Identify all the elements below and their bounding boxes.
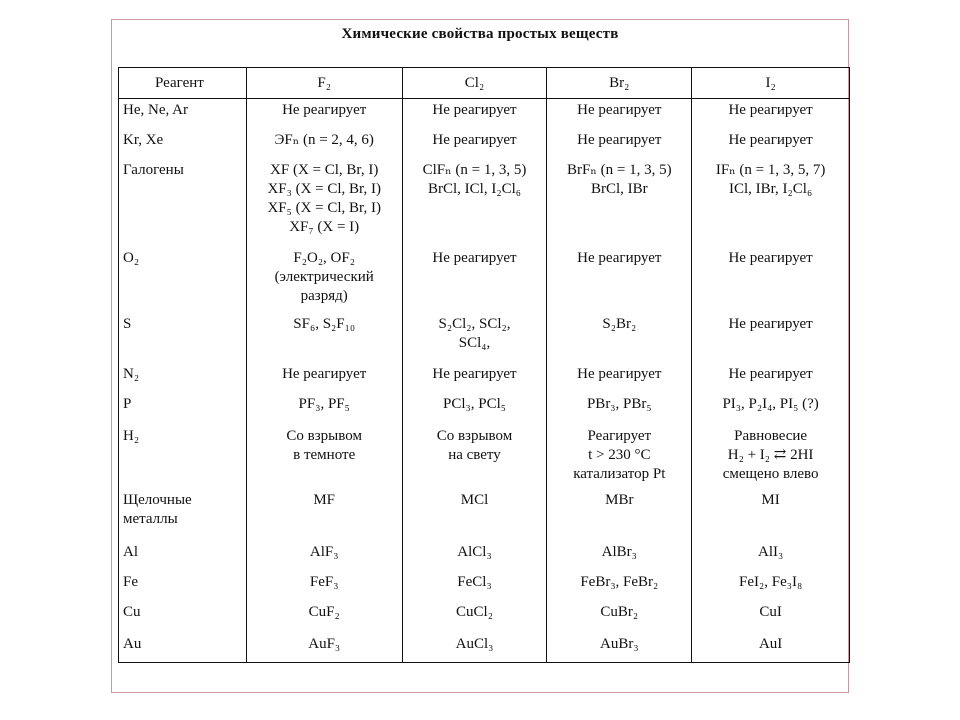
- cell-cl2: [402, 601, 547, 633]
- cell-line: Щелочные: [123, 491, 192, 508]
- cell-line: катализатор Pt: [573, 465, 666, 482]
- cell-i2: [692, 489, 850, 541]
- cell-f2: [246, 541, 402, 571]
- cell-br2: [547, 489, 692, 541]
- cell-i2: [692, 99, 850, 129]
- cell-line: P: [123, 395, 132, 412]
- table-row: [119, 571, 850, 601]
- cell-cl2: [402, 541, 547, 571]
- cell-cl2: [402, 129, 547, 159]
- cell-line: ClFₙ (n = 1, 3, 5): [422, 161, 527, 178]
- cell-line: N₂: [123, 365, 140, 382]
- cell-br2: [547, 99, 692, 129]
- cell-line: разряд): [300, 287, 348, 304]
- cell-f2: [246, 247, 402, 313]
- cell-line: Al: [123, 543, 138, 560]
- cell-line: AlCl₃: [457, 543, 492, 560]
- cell-cl2: [402, 159, 547, 247]
- cell-reagent: [119, 541, 247, 571]
- header-br2: Br₂: [547, 68, 692, 99]
- cell-i2: [692, 541, 850, 571]
- cell-line: Kr, Xe: [123, 131, 164, 148]
- cell-line: BrFₙ (n = 1, 3, 5): [567, 161, 672, 178]
- properties-table: [118, 67, 850, 663]
- cell-line: Не реагирует: [728, 102, 813, 118]
- cell-line: Не реагирует: [728, 249, 813, 266]
- cell-line: CuF₂: [308, 603, 340, 620]
- cell-line: в темноте: [293, 446, 356, 463]
- cell-line: SF₆, S₂F₁₀: [293, 315, 356, 332]
- cell-reagent: [119, 313, 247, 363]
- cell-i2: [692, 363, 850, 393]
- cell-line: CuI: [759, 603, 782, 620]
- cell-line: Fe: [123, 573, 138, 590]
- cell-line: Не реагирует: [432, 365, 517, 382]
- cell-f2: [246, 159, 402, 247]
- cell-f2: [246, 571, 402, 601]
- cell-f2: [246, 425, 402, 489]
- cell-line: FeCl₃: [457, 573, 492, 590]
- cell-line: MCl: [460, 491, 489, 508]
- cell-line: Не реагирует: [282, 102, 367, 118]
- cell-line: AuBr₃: [600, 635, 639, 652]
- header-f2: F₂: [246, 68, 402, 99]
- cell-f2: [246, 601, 402, 633]
- header-reagent: Реагент: [119, 68, 247, 99]
- cell-line: Не реагирует: [432, 102, 517, 118]
- cell-line: FeI₂, Fe₃I₈: [739, 573, 803, 590]
- cell-i2: [692, 159, 850, 247]
- cell-i2: [692, 129, 850, 159]
- cell-cl2: [402, 363, 547, 393]
- cell-line: F₂O₂, OF₂: [293, 249, 355, 266]
- page-title: Химические свойства простых веществ: [341, 26, 619, 42]
- cell-cl2: [402, 99, 547, 129]
- cell-br2: [547, 601, 692, 633]
- table-row: [119, 99, 850, 129]
- cell-br2: [547, 247, 692, 313]
- cell-i2: [692, 571, 850, 601]
- cell-line: MF: [313, 491, 336, 508]
- header-cl2: Cl₂: [402, 68, 547, 99]
- table-row: [119, 247, 850, 313]
- cell-cl2: [402, 393, 547, 425]
- cell-f2: [246, 129, 402, 159]
- cell-br2: [547, 393, 692, 425]
- table-row: [119, 425, 850, 489]
- cell-line: BrCl, IBr: [590, 180, 648, 197]
- cell-line: Галогены: [123, 161, 184, 178]
- cell-line: t > 230 °C: [588, 446, 651, 463]
- cell-line: металлы: [123, 510, 178, 527]
- table-row: [119, 313, 850, 363]
- cell-cl2: [402, 571, 547, 601]
- cell-line: He, Ne, Ar: [123, 102, 188, 118]
- cell-line: Au: [123, 635, 142, 652]
- table-row: [119, 541, 850, 571]
- cell-cl2: [402, 313, 547, 363]
- cell-line: FeF₃: [309, 573, 339, 590]
- cell-f2: [246, 99, 402, 129]
- cell-line: Не реагирует: [728, 131, 813, 148]
- table-row: [119, 633, 850, 663]
- cell-line: XF (X = Cl, Br, I): [270, 161, 379, 178]
- cell-reagent: [119, 99, 247, 129]
- cell-reagent: [119, 247, 247, 313]
- cell-i2: [692, 313, 850, 363]
- header-row: [119, 68, 850, 99]
- table-row: [119, 129, 850, 159]
- cell-line: MI: [761, 491, 780, 508]
- cell-reagent: [119, 633, 247, 663]
- cell-i2: [692, 247, 850, 313]
- cell-line: Не реагирует: [577, 131, 662, 148]
- cell-line: Не реагирует: [432, 131, 517, 148]
- cell-line: AuF₃: [308, 635, 341, 652]
- cell-i2: [692, 601, 850, 633]
- cell-line: XF₇ (X = I): [289, 218, 360, 235]
- cell-line: Не реагирует: [282, 365, 367, 382]
- cell-br2: [547, 313, 692, 363]
- cell-i2: [692, 393, 850, 425]
- cell-line: PBr₃, PBr₅: [586, 395, 652, 412]
- cell-f2: [246, 363, 402, 393]
- cell-line: Не реагирует: [577, 102, 662, 118]
- cell-line: AlI₃: [757, 543, 784, 560]
- cell-reagent: [119, 601, 247, 633]
- cell-line: Реагирует: [587, 427, 652, 444]
- cell-reagent: [119, 571, 247, 601]
- cell-line: (электрический: [274, 268, 374, 285]
- cell-line: AuCl₃: [455, 635, 494, 652]
- cell-br2: [547, 425, 692, 489]
- cell-line: IFₙ (n = 1, 3, 5, 7): [715, 161, 826, 178]
- cell-br2: [547, 541, 692, 571]
- cell-line: смещено влево: [722, 465, 819, 482]
- table-row: [119, 393, 850, 425]
- cell-line: CuCl₂: [456, 603, 493, 620]
- cell-line: H₂: [123, 427, 140, 444]
- cell-line: Равновесие: [734, 427, 808, 444]
- cell-f2: [246, 489, 402, 541]
- cell-line: Не реагирует: [577, 365, 662, 382]
- cell-line: Не реагирует: [728, 365, 813, 382]
- cell-br2: [547, 571, 692, 601]
- cell-cl2: [402, 489, 547, 541]
- cell-cl2: [402, 633, 547, 663]
- cell-f2: [246, 313, 402, 363]
- cell-line: PCl₃, PCl₅: [442, 395, 506, 412]
- cell-line: Не реагирует: [432, 249, 517, 266]
- cell-line: на свету: [448, 446, 501, 463]
- cell-reagent: [119, 425, 247, 489]
- cell-line: XF₅ (X = Cl, Br, I): [267, 199, 381, 216]
- cell-f2: [246, 393, 402, 425]
- cell-br2: [547, 363, 692, 393]
- cell-line: Cu: [123, 603, 141, 620]
- cell-br2: [547, 633, 692, 663]
- cell-line: S: [123, 315, 132, 332]
- cell-line: MBr: [605, 491, 634, 508]
- cell-line: FeBr₃, FeBr₂: [580, 573, 659, 590]
- cell-cl2: [402, 247, 547, 313]
- cell-line: Не реагирует: [728, 315, 813, 332]
- cell-line: H₂ + I₂ ⇄ 2HI: [727, 446, 814, 463]
- table-row: [119, 363, 850, 393]
- cell-f2: [246, 633, 402, 663]
- header-i2: I₂: [692, 68, 850, 99]
- cell-line: AlF₃: [309, 543, 339, 560]
- table-row: [119, 489, 850, 541]
- cell-reagent: [119, 129, 247, 159]
- cell-reagent: [119, 363, 247, 393]
- table-row: [119, 601, 850, 633]
- cell-line: S₂Br₂: [602, 315, 637, 332]
- cell-br2: [547, 129, 692, 159]
- cell-line: CuBr₂: [600, 603, 639, 620]
- cell-i2: [692, 633, 850, 663]
- cell-line: O₂: [123, 249, 140, 266]
- cell-line: Со взрывом: [436, 427, 513, 444]
- cell-line: XF₃ (X = Cl, Br, I): [267, 180, 381, 197]
- cell-line: AuI: [758, 635, 783, 652]
- cell-line: S₂Cl₂, SCl₂,: [438, 315, 511, 332]
- cell-line: AlBr₃: [601, 543, 637, 560]
- cell-line: PI₃, P₂I₄, PI₅ (?): [722, 395, 819, 412]
- cell-reagent: [119, 393, 247, 425]
- cell-line: ICl, IBr, I₂Cl₆: [729, 180, 813, 197]
- cell-line: PF₃, PF₅: [298, 395, 350, 412]
- cell-br2: [547, 159, 692, 247]
- cell-line: BrCl, ICl, I₂Cl₆: [428, 180, 521, 197]
- cell-line: Не реагирует: [577, 249, 662, 266]
- cell-line: SCl₄,: [458, 334, 491, 351]
- cell-cl2: [402, 425, 547, 489]
- cell-line: ЭFₙ (n = 2, 4, 6): [274, 131, 374, 148]
- table-row: [119, 159, 850, 247]
- cell-reagent: [119, 489, 247, 541]
- cell-reagent: [119, 159, 247, 247]
- cell-i2: [692, 425, 850, 489]
- cell-line: Со взрывом: [286, 427, 362, 444]
